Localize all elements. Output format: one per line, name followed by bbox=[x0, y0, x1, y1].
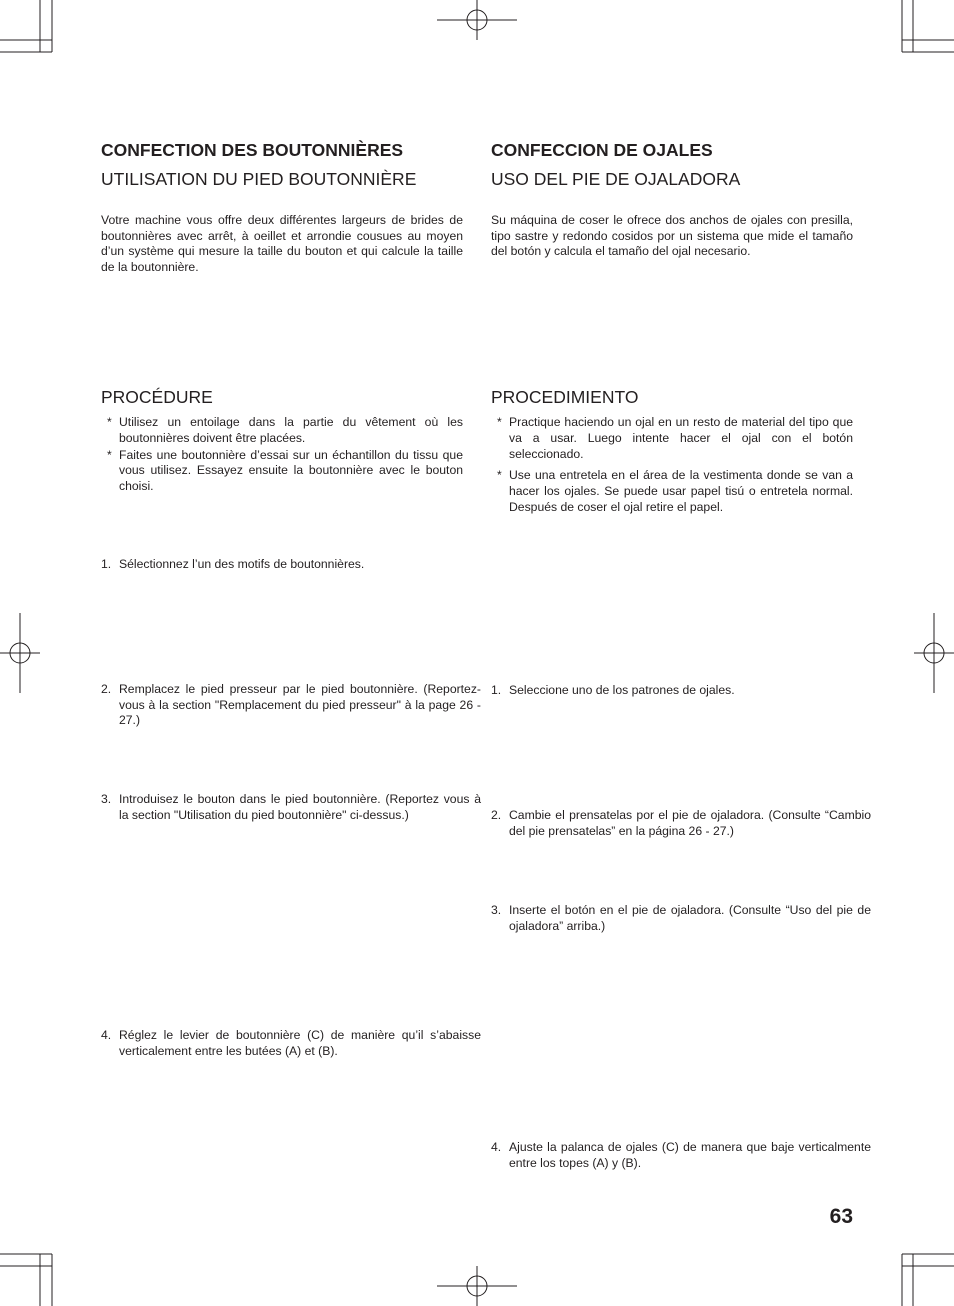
right-header bbox=[491, 139, 853, 190]
step-text: Introduisez le bouton dans le pied boutonnière. (Reportez vous à la section "Utilisation du pied boutonnière" ci-dessus.) bbox=[119, 792, 481, 822]
right-step-3 bbox=[491, 903, 871, 935]
step-text: Seleccione uno de los patrones de ojales. bbox=[509, 683, 735, 698]
right-subtitle: USO DEL PIE DE OJALADORA bbox=[491, 169, 741, 189]
right-step-2 bbox=[491, 808, 871, 840]
right-title: CONFECCION DE OJALES bbox=[491, 140, 713, 160]
step-text: Réglez le levier de boutonnière (C) de manière qu’il s’abaisse verticalement entre les butées (A) et (B). bbox=[119, 1027, 481, 1058]
bullet-text: Use una entretela en el área de la vestimenta donde se van a hacer los ojales. Se puede usar papel tisú o entretela normal. Después de coser el ojal retire el papel. bbox=[509, 468, 853, 514]
right-bullet-list bbox=[491, 415, 853, 517]
step-number: 3. bbox=[101, 792, 112, 807]
bullet-text: Practique haciendo un ojal en un resto de material del tipo que va a usar. Luego intente hacer el ojal con el botón seleccionado. bbox=[509, 415, 853, 461]
right-step-4 bbox=[491, 1140, 871, 1172]
bullet-marker: * bbox=[107, 447, 112, 462]
step-text: Remplacez le pied presseur par le pied boutonnière. (Reportez-vous à la section "Remplacement du pied presseur" à la page 26 - 27.) bbox=[119, 681, 481, 728]
step-text: Cambie el prensatelas por el pie de ojaladora. (Consulte “Cambio del pie prensatelas” en la página 26 - 27.) bbox=[509, 808, 871, 838]
step-text: Sélectionnez l’un des motifs de boutonnières. bbox=[119, 557, 365, 571]
left-bullet-2 bbox=[101, 448, 463, 495]
bullet-text: Utilisez un entoilage dans la partie du vêtement où les boutonnières doivent être placées. bbox=[119, 415, 463, 445]
step-number: 4. bbox=[101, 1027, 112, 1042]
step-text: Inserte el botón en el pie de ojaladora. (Consulte “Uso del pie de ojaladora” arriba.) bbox=[509, 902, 871, 933]
step-number: 1. bbox=[491, 683, 502, 698]
right-bullet-2 bbox=[491, 468, 853, 515]
left-step-3 bbox=[101, 792, 481, 824]
bullet-marker: * bbox=[107, 415, 112, 429]
left-header bbox=[101, 139, 463, 190]
step-text: Ajuste la palanca de ojales (C) de manera que baje verticalmente entre los topes (A) y (B). bbox=[509, 1140, 871, 1171]
left-subtitle: UTILISATION DU PIED BOUTONNIÈRE bbox=[101, 169, 417, 189]
step-number: 1. bbox=[101, 557, 112, 571]
left-section-title: PROCÉDURE bbox=[101, 387, 213, 407]
step-number: 2. bbox=[491, 808, 502, 823]
left-step-1 bbox=[101, 557, 481, 573]
step-number: 3. bbox=[491, 902, 502, 917]
right-step-1 bbox=[491, 683, 871, 699]
left-bullet-1 bbox=[101, 415, 463, 447]
left-intro: Votre machine vous offre deux différentes largeurs de brides de boutonnières avec arrêt, à oeillet et arrondie cousues au moyen d’un système qui mesure la taille du bouton et qui calcule la taille de la boutonnière. bbox=[101, 213, 463, 274]
right-intro: Su máquina de coser le ofrece dos anchos de ojales con presilla, tipo sastre y redondo cosidos por un sistema que mide el tamaño del botón y calcula el tamaño del ojal necesario. bbox=[491, 213, 853, 259]
left-bullet-list bbox=[101, 415, 463, 496]
left-step-4 bbox=[101, 1028, 481, 1060]
right-bullet-1 bbox=[491, 415, 853, 462]
step-number: 2. bbox=[101, 681, 112, 696]
right-section-title: PROCEDIMIENTO bbox=[491, 387, 639, 407]
left-step-2 bbox=[101, 682, 481, 729]
bullet-text: Faites une boutonnière d’essai sur un échantillon du tissu que vous utilisez. Essayez ensuite la boutonnière avec le bouton choisi. bbox=[119, 447, 463, 494]
step-number: 4. bbox=[491, 1140, 502, 1155]
left-title: CONFECTION DES BOUTONNIÈRES bbox=[101, 140, 404, 160]
page-number: 63 bbox=[829, 1205, 853, 1228]
bullet-marker: * bbox=[497, 415, 502, 429]
bullet-marker: * bbox=[497, 468, 502, 483]
